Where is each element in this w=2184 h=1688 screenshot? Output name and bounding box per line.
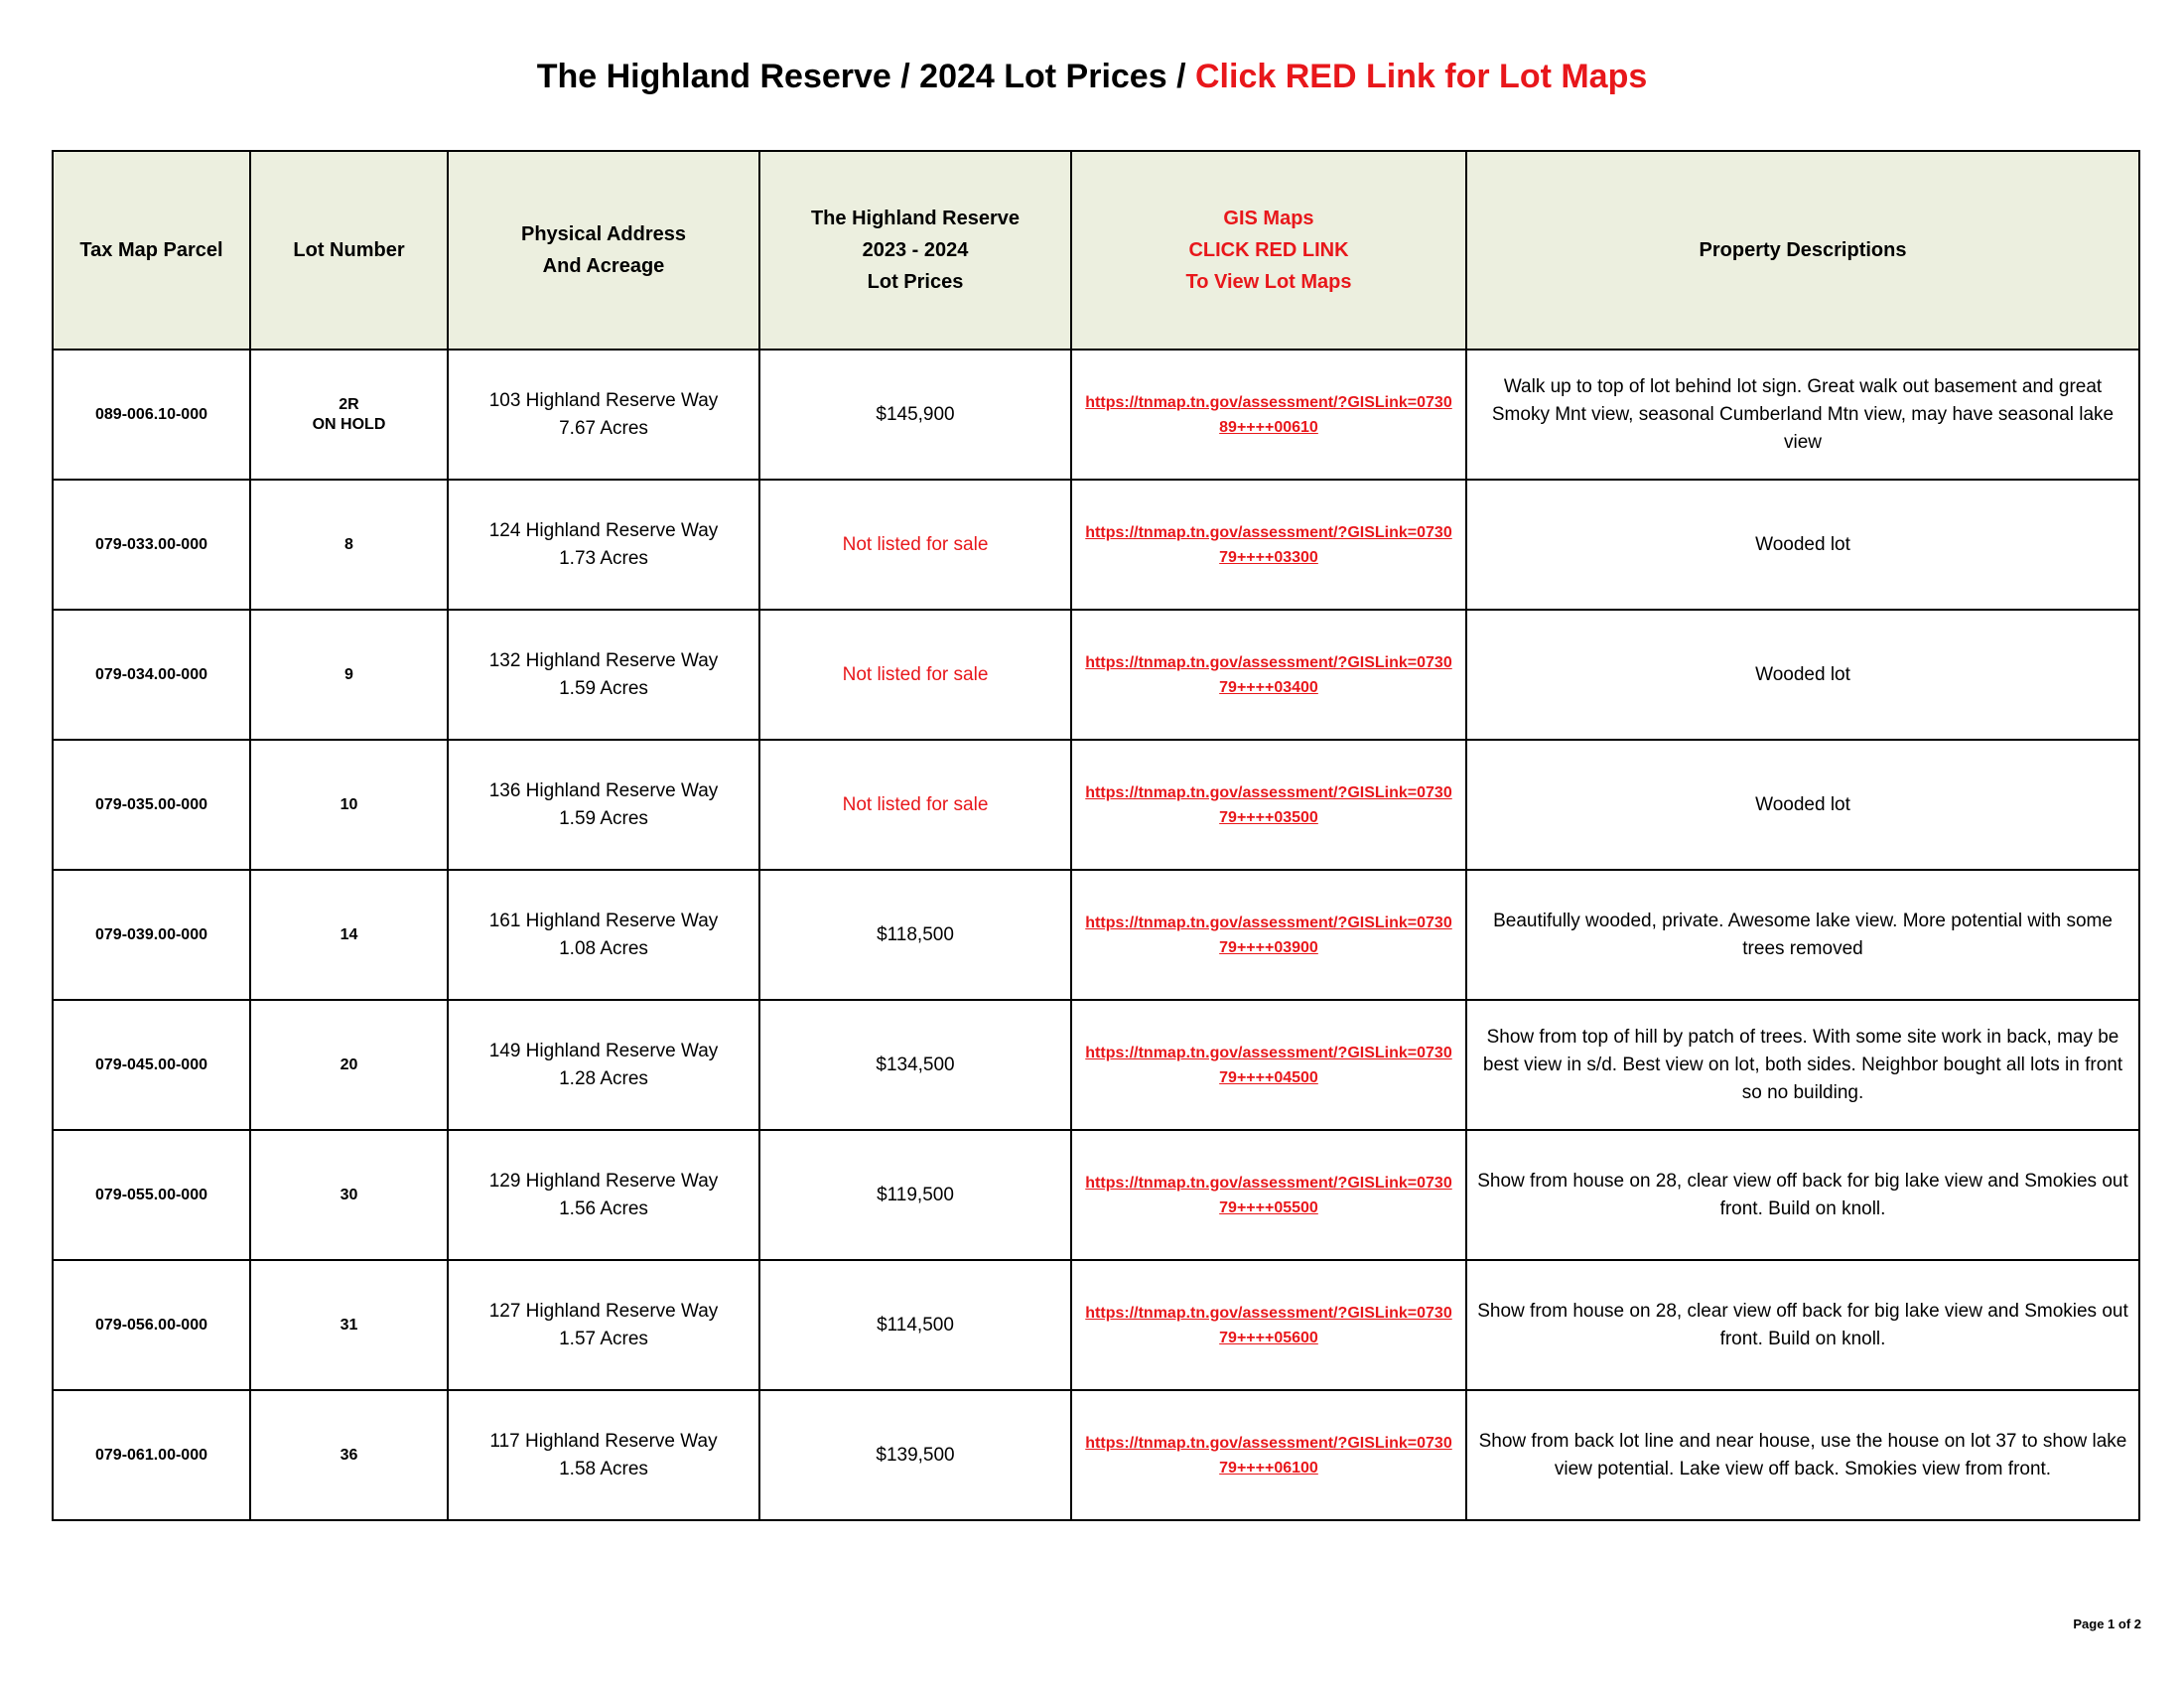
- cell-parcel: [53, 1130, 250, 1260]
- cell-lot: [250, 1130, 448, 1260]
- parcel-value: 079-045.00-000: [95, 1055, 207, 1073]
- header-row: [53, 151, 2139, 350]
- cell-description: [1466, 1390, 2139, 1520]
- cell-gis: [1071, 610, 1466, 740]
- header-desc: [1466, 151, 2139, 350]
- cell-address: [448, 480, 759, 610]
- table-row: [53, 1130, 2139, 1260]
- cell-description: [1466, 610, 2139, 740]
- cell-parcel: [53, 1000, 250, 1130]
- lot-value: 8: [344, 535, 353, 553]
- title-separator: /: [1176, 58, 1186, 95]
- cell-address: [448, 1000, 759, 1130]
- header-lot: [250, 151, 448, 350]
- gis-map-link[interactable]: https://tnmap.tn.gov/assessment/?GISLink=073079++++03900: [1085, 914, 1452, 956]
- description-value: Show from house on 28, clear view off back for big lake view and Smokies out front. Build on knoll.: [1477, 1300, 2128, 1349]
- cell-description: [1466, 870, 2139, 1000]
- cell-price: [759, 1130, 1071, 1260]
- acreage-value: 1.28 Acres: [559, 1067, 648, 1089]
- cell-address: [448, 1260, 759, 1390]
- acreage-value: 1.08 Acres: [559, 937, 648, 959]
- header-gis-line2: CLICK RED LINK: [1188, 239, 1349, 261]
- lot-value: 20: [340, 1055, 358, 1073]
- gis-map-link[interactable]: https://tnmap.tn.gov/assessment/?GISLink=073079++++06100: [1085, 1434, 1452, 1477]
- cell-address: [448, 610, 759, 740]
- cell-description: [1466, 1260, 2139, 1390]
- cell-description: [1466, 350, 2139, 480]
- price-value: $145,900: [876, 403, 955, 425]
- description-value: Walk up to top of lot behind lot sign. Great walk out basement and great Smoky Mnt view, seasonal Cumberland Mtn view, may have seasonal lake view: [1491, 375, 2115, 453]
- parcel-value: 079-055.00-000: [95, 1186, 207, 1203]
- acreage-value: 1.56 Acres: [559, 1197, 648, 1219]
- table-row: [53, 350, 2139, 480]
- table-row: [53, 1390, 2139, 1520]
- description-value: Wooded lot: [1755, 793, 1850, 815]
- cell-gis: [1071, 1130, 1466, 1260]
- parcel-value: 079-033.00-000: [95, 535, 207, 553]
- table-body: [53, 350, 2139, 1520]
- price-value: $119,500: [877, 1184, 954, 1205]
- parcel-value: 079-056.00-000: [95, 1316, 207, 1334]
- parcel-value: 079-035.00-000: [95, 795, 207, 813]
- acreage-value: 1.73 Acres: [559, 547, 648, 569]
- cell-lot: [250, 740, 448, 870]
- gis-map-link[interactable]: https://tnmap.tn.gov/assessment/?GISLink=073079++++03400: [1085, 653, 1452, 696]
- cell-lot: [250, 1390, 448, 1520]
- cell-gis: [1071, 740, 1466, 870]
- lot-value: 14: [340, 925, 358, 943]
- header-address-line2: And Acreage: [542, 255, 665, 277]
- cell-price: [759, 1390, 1071, 1520]
- cell-price: [759, 1000, 1071, 1130]
- header-parcel-label: Tax Map Parcel: [79, 239, 223, 261]
- cell-gis: [1071, 480, 1466, 610]
- cell-price: [759, 350, 1071, 480]
- gis-map-link[interactable]: https://tnmap.tn.gov/assessment/?GISLink=073079++++03300: [1085, 523, 1452, 566]
- title-link[interactable]: Click RED Link for Lot Maps: [1195, 58, 1648, 95]
- cell-parcel: [53, 480, 250, 610]
- cell-lot: [250, 1000, 448, 1130]
- address-value: 149 Highland Reserve Way: [488, 1040, 719, 1061]
- cell-price: [759, 1260, 1071, 1390]
- cell-price: [759, 740, 1071, 870]
- header-parcel: [53, 151, 250, 350]
- header-price-line3: Lot Prices: [867, 271, 964, 293]
- gis-map-link[interactable]: https://tnmap.tn.gov/assessment/?GISLink=073079++++05600: [1085, 1304, 1452, 1346]
- table-row: [53, 1000, 2139, 1130]
- cell-gis: [1071, 1390, 1466, 1520]
- cell-lot: [250, 610, 448, 740]
- cell-description: [1466, 740, 2139, 870]
- header-price-line1: The Highland Reserve: [810, 208, 1021, 229]
- header-address-line1: Physical Address: [520, 223, 686, 245]
- description-value: Beautifully wooded, private. Awesome lake view. More potential with some trees removed: [1493, 910, 2113, 959]
- table-row: [53, 1260, 2139, 1390]
- address-value: 127 Highland Reserve Way: [488, 1300, 719, 1322]
- gis-map-link[interactable]: https://tnmap.tn.gov/assessment/?GISLink=073089++++00610: [1085, 393, 1452, 436]
- parcel-value: 079-034.00-000: [95, 665, 207, 683]
- cell-description: [1466, 1130, 2139, 1260]
- lot-value: 30: [340, 1186, 358, 1203]
- description-value: Wooded lot: [1755, 533, 1850, 555]
- address-value: 124 Highland Reserve Way: [488, 519, 719, 541]
- cell-price: [759, 610, 1071, 740]
- address-value: 161 Highland Reserve Way: [488, 910, 719, 931]
- lot-value: 2R: [339, 395, 359, 413]
- header-address: [448, 151, 759, 350]
- page-title: [0, 58, 2184, 96]
- cell-parcel: [53, 740, 250, 870]
- gis-map-link[interactable]: https://tnmap.tn.gov/assessment/?GISLink=073079++++04500: [1085, 1044, 1452, 1086]
- cell-gis: [1071, 350, 1466, 480]
- table-row: [53, 740, 2139, 870]
- address-value: 129 Highland Reserve Way: [488, 1170, 719, 1192]
- cell-gis: [1071, 1260, 1466, 1390]
- header-gis-line1: GIS Maps: [1223, 208, 1314, 229]
- header-gis-line3: To View Lot Maps: [1185, 271, 1352, 293]
- address-value: 103 Highland Reserve Way: [488, 389, 719, 411]
- lot-value: 31: [340, 1316, 358, 1334]
- cell-address: [448, 870, 759, 1000]
- gis-map-link[interactable]: https://tnmap.tn.gov/assessment/?GISLink=073079++++03500: [1085, 783, 1452, 826]
- cell-description: [1466, 1000, 2139, 1130]
- parcel-value: 079-061.00-000: [95, 1446, 207, 1464]
- cell-price: [759, 480, 1071, 610]
- header-price: [759, 151, 1071, 350]
- table-row: [53, 480, 2139, 610]
- acreage-value: 7.67 Acres: [559, 417, 648, 439]
- cell-lot: [250, 870, 448, 1000]
- table-row: [53, 610, 2139, 740]
- lot-value: 10: [340, 795, 358, 813]
- cell-price: [759, 870, 1071, 1000]
- cell-lot: [250, 480, 448, 610]
- description-value: Show from top of hill by patch of trees. With some site work in back, may be best view in s/d. Best view on lot, both sides. Neighbor bought all lots in front so no building.: [1482, 1026, 2123, 1103]
- price-value: $134,500: [876, 1054, 955, 1075]
- header-lot-label: Lot Number: [293, 239, 405, 261]
- cell-gis: [1071, 1000, 1466, 1130]
- cell-description: [1466, 480, 2139, 610]
- page-number: Page 1 of 2: [2073, 1617, 2141, 1631]
- description-value: Wooded lot: [1755, 663, 1850, 685]
- header-price-line2: 2023 - 2024: [862, 239, 969, 261]
- gis-map-link[interactable]: https://tnmap.tn.gov/assessment/?GISLink=073079++++05500: [1085, 1174, 1452, 1216]
- header-desc-label: Property Descriptions: [1699, 239, 1907, 261]
- cell-parcel: [53, 1390, 250, 1520]
- lot-value: 9: [344, 665, 353, 683]
- acreage-value: 1.59 Acres: [559, 807, 648, 829]
- cell-parcel: [53, 870, 250, 1000]
- parcel-value: 079-039.00-000: [95, 925, 207, 943]
- title-main: The Highland Reserve / 2024 Lot Prices: [536, 58, 1167, 95]
- cell-address: [448, 1130, 759, 1260]
- price-value: Not listed for sale: [842, 793, 989, 815]
- price-value: Not listed for sale: [842, 533, 989, 555]
- cell-address: [448, 740, 759, 870]
- cell-lot: [250, 350, 448, 480]
- cell-gis: [1071, 870, 1466, 1000]
- acreage-value: 1.59 Acres: [559, 677, 648, 699]
- table-row: [53, 870, 2139, 1000]
- lot-value: 36: [340, 1446, 358, 1464]
- price-value: Not listed for sale: [842, 663, 989, 685]
- cell-address: [448, 1390, 759, 1520]
- description-value: Show from back lot line and near house, use the house on lot 37 to show lake view potential. Lake view off back. Smokies view from front.: [1478, 1430, 2127, 1479]
- address-value: 132 Highland Reserve Way: [488, 649, 719, 671]
- cell-parcel: [53, 1260, 250, 1390]
- address-value: 136 Highland Reserve Way: [488, 779, 719, 801]
- acreage-value: 1.58 Acres: [559, 1458, 648, 1479]
- price-value: $114,500: [877, 1314, 954, 1336]
- cell-address: [448, 350, 759, 480]
- parcel-value: 089-006.10-000: [95, 405, 207, 423]
- description-value: Show from house on 28, clear view off back for big lake view and Smokies out front. Build on knoll.: [1477, 1170, 2128, 1219]
- acreage-value: 1.57 Acres: [559, 1328, 648, 1349]
- cell-parcel: [53, 610, 250, 740]
- header-gis: [1071, 151, 1466, 350]
- cell-parcel: [53, 350, 250, 480]
- price-value: $118,500: [877, 923, 954, 945]
- lot-note: ON HOLD: [312, 415, 386, 433]
- price-value: $139,500: [876, 1444, 955, 1466]
- lot-prices-table: [52, 150, 2140, 1521]
- address-value: 117 Highland Reserve Way: [489, 1430, 718, 1452]
- cell-lot: [250, 1260, 448, 1390]
